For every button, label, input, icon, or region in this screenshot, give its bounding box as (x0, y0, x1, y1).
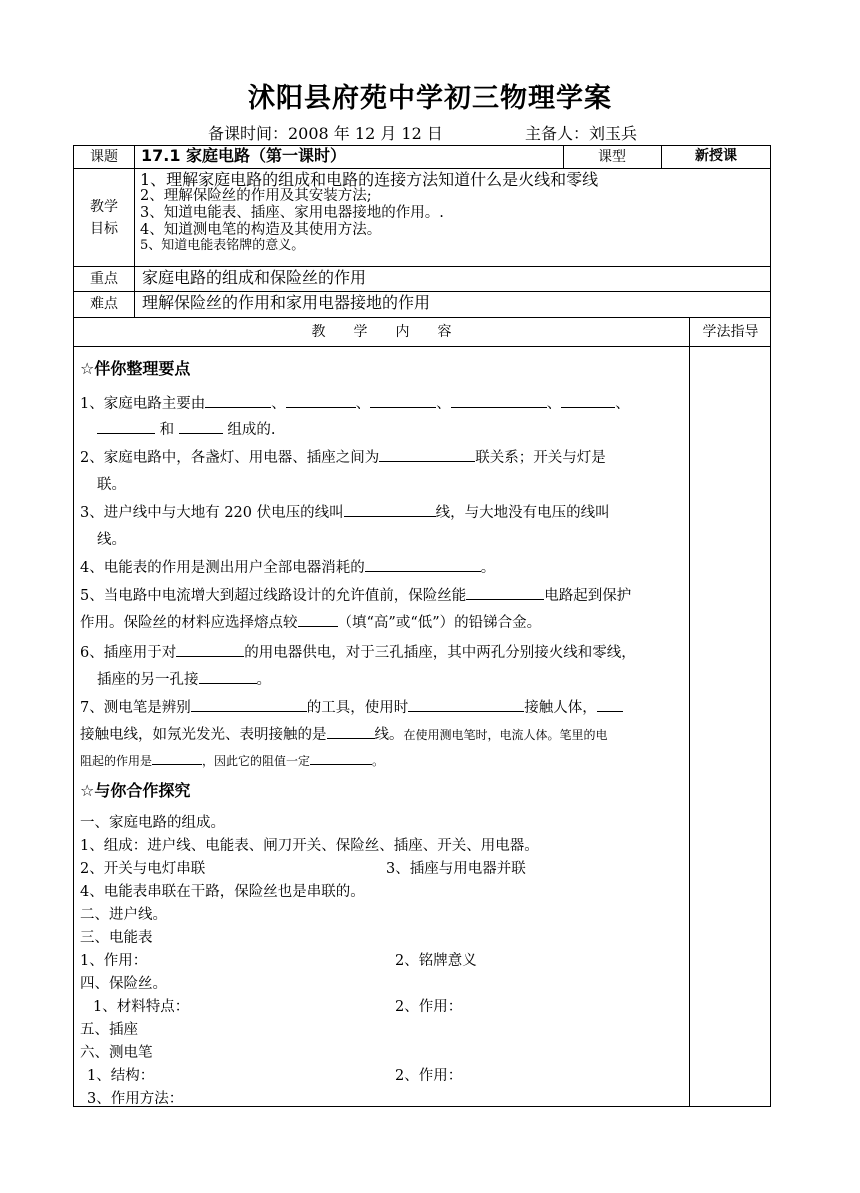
explore-line: 四、保险丝。 (80, 976, 167, 992)
table-divider (134, 145, 135, 317)
question-3: 3、进户线中与大地有 220 伏电压的线叫 线，与大地没有电压的线叫 (80, 501, 610, 522)
goal-item: 1、理解家庭电路的组成和电路的连接方法知道什么是火线和零线 (140, 170, 599, 189)
table-divider (73, 266, 771, 267)
question-2: 2、家庭电路中，各盏灯、用电器、插座之间为 联关系；开关与灯是 (80, 446, 606, 467)
explore-line: 4、电能表串联在干路，保险丝也是串联的。 (80, 884, 365, 900)
goal-item: 2、理解保险丝的作用及其安装方法; (140, 188, 372, 204)
explore-line: 2、作用： (395, 999, 463, 1015)
goals-label: 教学 目标 (90, 199, 118, 237)
explore-line: 1、材料特点： (93, 999, 190, 1015)
content-header: 教 学 内 容 (311, 324, 452, 340)
key-point-text: 家庭电路的组成和保险丝的作用 (142, 268, 367, 287)
topic: 17.1 家庭电路（第一课时） (141, 146, 347, 165)
difficulty-text: 理解保险丝的作用和家用电器接地的作用 (142, 293, 431, 312)
goal-item: 3、知道电能表、插座、家用电器接地的作用。. (140, 204, 444, 221)
table-divider (73, 317, 771, 318)
explore-line: 三、电能表 (80, 930, 153, 946)
explore-line: 1、结构： (87, 1068, 155, 1084)
question-4: 4、电能表的作用是测出用户全部电器消耗的 。 (80, 556, 495, 577)
explore-line: 六、测电笔 (80, 1045, 153, 1061)
question-6-cont: 插座的另一孔接 。 (97, 668, 271, 689)
type-value: 新授课 (695, 148, 737, 164)
question-5-cont: 作用。保险丝的材料应选择熔点较 （填“高”或“低”）的铅锑合金。 (80, 611, 541, 632)
table-divider (73, 346, 771, 347)
question-1-cont: 和 组成的. (97, 418, 275, 439)
question-6: 6、插座用于对 的用电器供电，对于三孔插座，其中两孔分别接火线和零线， (80, 641, 636, 662)
question-1: 1、家庭电路主要由 、 、 、 、 、 (80, 392, 630, 413)
question-7-cont2: 阻起的作用是 ，因此它的阻值一定 。 (80, 754, 385, 768)
explore-line: 2、作用： (395, 1068, 463, 1084)
question-2-cont: 联。 (97, 477, 126, 493)
table-divider (689, 317, 690, 1107)
explore-line: 3、作用方法： (87, 1091, 184, 1107)
guide-header: 学法指导 (702, 324, 759, 340)
table-divider (73, 291, 771, 292)
difficulty-label: 难点 (90, 296, 118, 312)
key-point-label: 重点 (90, 271, 118, 287)
preparer: 主备人：刘玉兵 (525, 124, 638, 143)
explore-line: 一、家庭电路的组成。 (80, 815, 225, 831)
question-3-cont: 线。 (97, 532, 126, 548)
section-title-points: ☆伴你整理要点 (80, 359, 191, 378)
explore-line: 2、开关与电灯串联 (80, 861, 206, 877)
question-7-cont: 接触电线，如氖光发光、表明接触的是 线。在使用测电笔时，电流人体。笔里的电 (80, 723, 608, 744)
topic-label: 课题 (90, 149, 118, 165)
explore-line: 3、插座与用电器并联 (386, 861, 526, 877)
page-title: 沭阳县府苑中学初三物理学案 (248, 83, 612, 114)
question-7: 7、测电笔是辨别 的工具，使用时 接触人体， (80, 696, 623, 717)
explore-line: 五、插座 (80, 1022, 138, 1038)
explore-line: 1、作用： (80, 953, 148, 969)
explore-line: 二、进户线。 (80, 907, 167, 923)
goal-item: 4、知道测电笔的构造及其使用方法。 (140, 221, 382, 238)
explore-line: 2、铭牌意义 (395, 953, 477, 969)
section-title-explore: ☆与你合作探究 (80, 781, 191, 800)
goals-list (140, 171, 598, 255)
goal-item: 5、知道电能表铭牌的意义。 (140, 238, 305, 254)
explore-line: 1、组成：进户线、电能表、闸刀开关、保险丝、插座、开关、用电器。 (80, 838, 539, 854)
type-label: 课型 (598, 149, 626, 165)
prep-time: 备课时间：2008 年 12 月 12 日 (208, 124, 443, 143)
question-5: 5、当电路中电流增大到超过线路设计的允许值前，保险丝能 电路起到保护 (80, 584, 631, 605)
table-divider (73, 168, 771, 169)
